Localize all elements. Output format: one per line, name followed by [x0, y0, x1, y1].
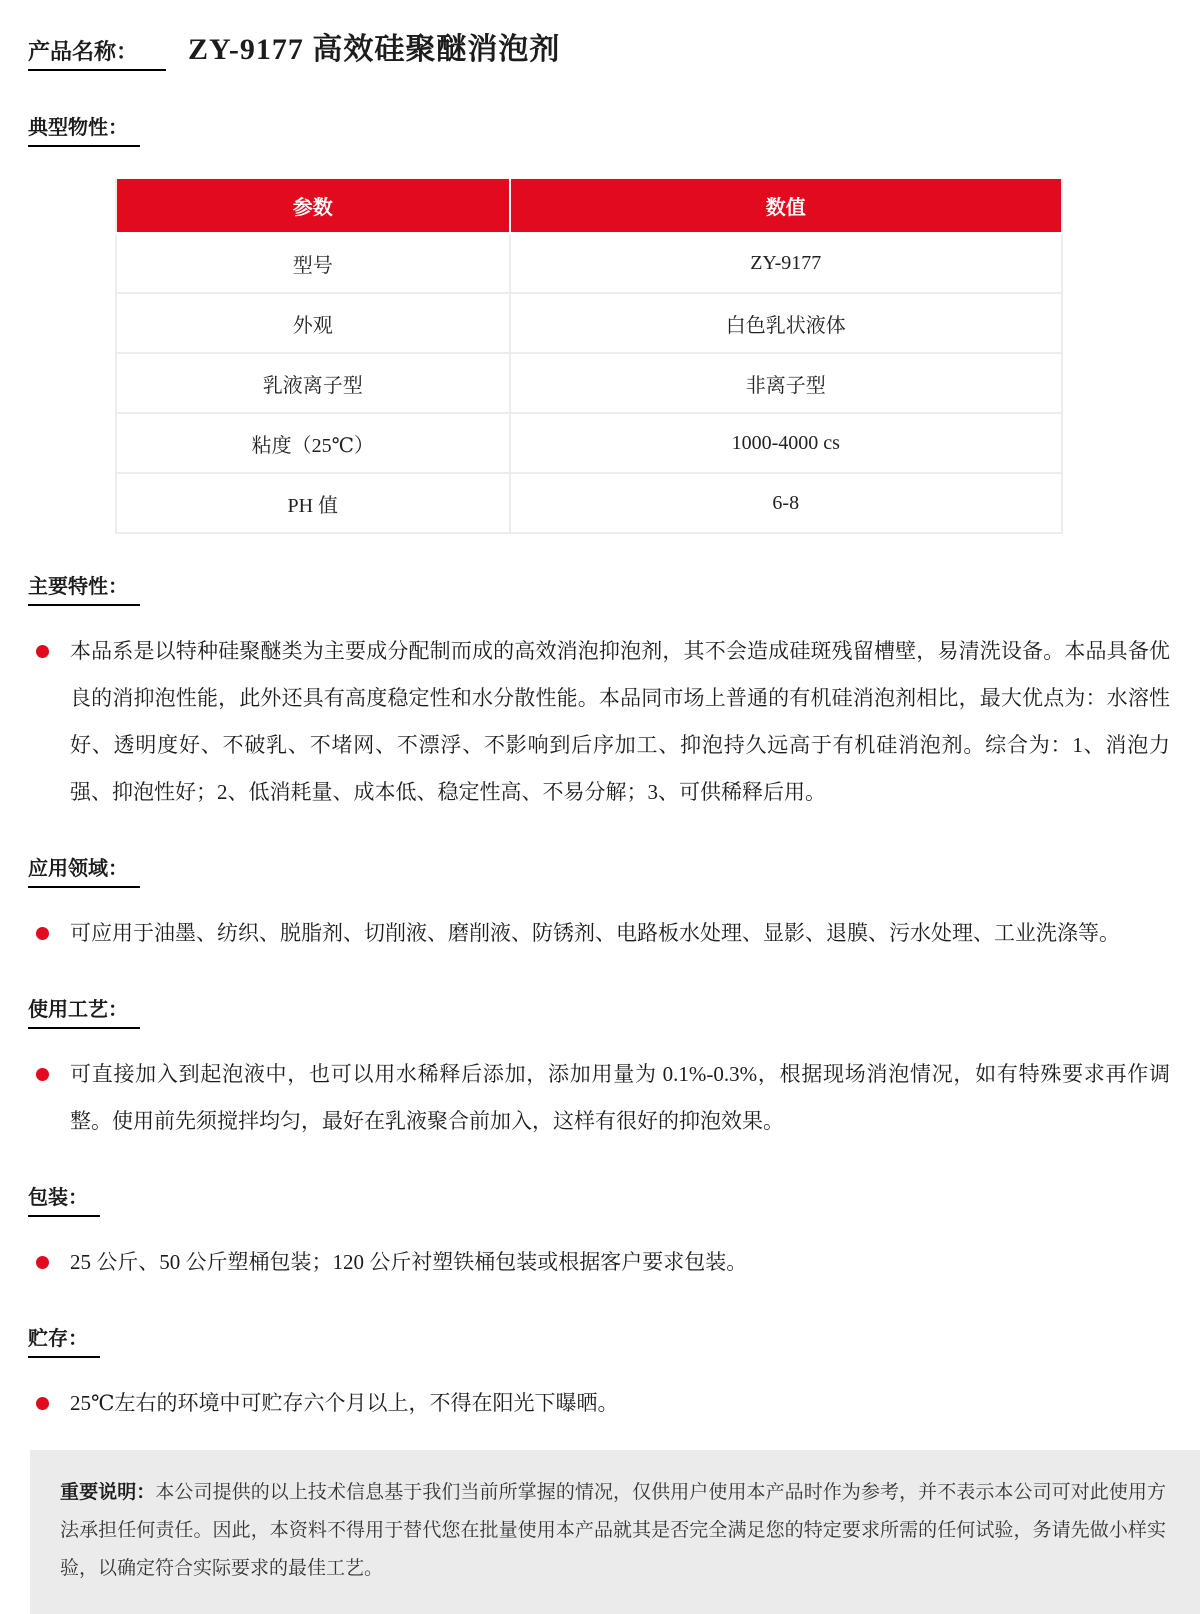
section-properties	[28, 115, 1170, 534]
packaging-heading: 包装：	[28, 1185, 100, 1217]
list-item	[28, 628, 1170, 816]
table-cell-parameter: PH 值	[116, 473, 510, 533]
section-features	[28, 574, 1170, 816]
list-item	[28, 1239, 1170, 1286]
table-cell-value: 6-8	[510, 473, 1062, 533]
bullet-dot-icon	[36, 645, 49, 658]
table-cell-value: 1000-4000 cs	[510, 413, 1062, 473]
product-name-value: ZY-9177 高效硅聚醚消泡剂	[188, 33, 561, 66]
table-cell-parameter: 粘度（25℃）	[116, 413, 510, 473]
usage-text: 可直接加入到起泡液中，也可以用水稀释后添加，添加用量为 0.1%-0.3%，根据现场消泡情况，如有特殊要求再作调整。使用前先须搅拌均匀，最好在乳液聚合前加入，这样有很好的抑泡效果。	[70, 1062, 1170, 1133]
product-title-row	[28, 24, 1170, 71]
table-row	[116, 353, 1062, 413]
table-cell-value: 白色乳状液体	[510, 293, 1062, 353]
applications-text: 可应用于油墨、纺织、脱脂剂、切削液、磨削液、防锈剂、电路板水处理、显影、退膜、污水处理、工业洗涤等。	[70, 921, 1120, 945]
section-storage	[28, 1326, 1170, 1427]
table-cell-value: ZY-9177	[510, 233, 1062, 293]
table-cell-parameter: 外观	[116, 293, 510, 353]
bullet-dot-icon	[36, 1397, 49, 1410]
section-applications	[28, 856, 1170, 957]
section-packaging	[28, 1185, 1170, 1286]
table-header-value: 数值	[510, 179, 1062, 233]
table-row	[116, 293, 1062, 353]
features-heading: 主要特性：	[28, 574, 140, 606]
list-item	[28, 1051, 1170, 1145]
list-item	[28, 1380, 1170, 1427]
features-text: 本品系是以特种硅聚醚类为主要成分配制而成的高效消泡抑泡剂，其不会造成硅斑残留槽壁，易清洗设备。本品具备优良的消抑泡性能，此外还具有高度稳定性和水分散性能。本品同市场上普通的有机硅消泡剂相比，最大优点为：水溶性好、透明度好、不破乳、不堵网、不漂浮、不影响到后序加工、抑泡持久远高于有机硅消泡剂。综合为：1、消泡力强、抑泡性好；2、低消耗量、成本低、稳定性高、不易分解；3、可供稀释后用。	[70, 639, 1170, 804]
storage-text: 25℃左右的环境中可贮存六个月以上，不得在阳光下曝晒。	[70, 1391, 619, 1415]
product-name-label: 产品名称：	[28, 35, 166, 71]
usage-heading: 使用工艺：	[28, 997, 140, 1029]
table-cell-value: 非离子型	[510, 353, 1062, 413]
section-usage	[28, 997, 1170, 1145]
list-item	[28, 910, 1170, 957]
disclaimer-body: 本公司提供的以上技术信息基于我们当前所掌握的情况，仅供用户使用本产品时作为参考，并不表示本公司可对此使用方法承担任何责任。因此，本资料不得用于替代您在批量使用本产品就其是否完全满足您的特定要求所需的任何试验，务请先做小样实验，以确定符合实际要求的最佳工艺。	[60, 1482, 1166, 1579]
bullet-dot-icon	[36, 1068, 49, 1081]
properties-table	[115, 179, 1063, 534]
table-header-row	[116, 179, 1062, 233]
table-cell-parameter: 型号	[116, 233, 510, 293]
table-row	[116, 413, 1062, 473]
disclaimer-box	[30, 1450, 1200, 1614]
table-cell-parameter: 乳液离子型	[116, 353, 510, 413]
storage-heading: 贮存：	[28, 1326, 100, 1358]
properties-heading: 典型物性：	[28, 115, 140, 147]
table-row	[116, 233, 1062, 293]
bullet-dot-icon	[36, 1256, 49, 1269]
applications-heading: 应用领域：	[28, 856, 140, 888]
table-row	[116, 473, 1062, 533]
packaging-text: 25 公斤、50 公斤塑桶包装；120 公斤衬塑铁桶包装或根据客户要求包装。	[70, 1250, 748, 1274]
bullet-dot-icon	[36, 927, 49, 940]
disclaimer-label: 重要说明：	[60, 1482, 156, 1503]
table-header-parameter: 参数	[116, 179, 510, 233]
disclaimer-text	[60, 1474, 1166, 1588]
